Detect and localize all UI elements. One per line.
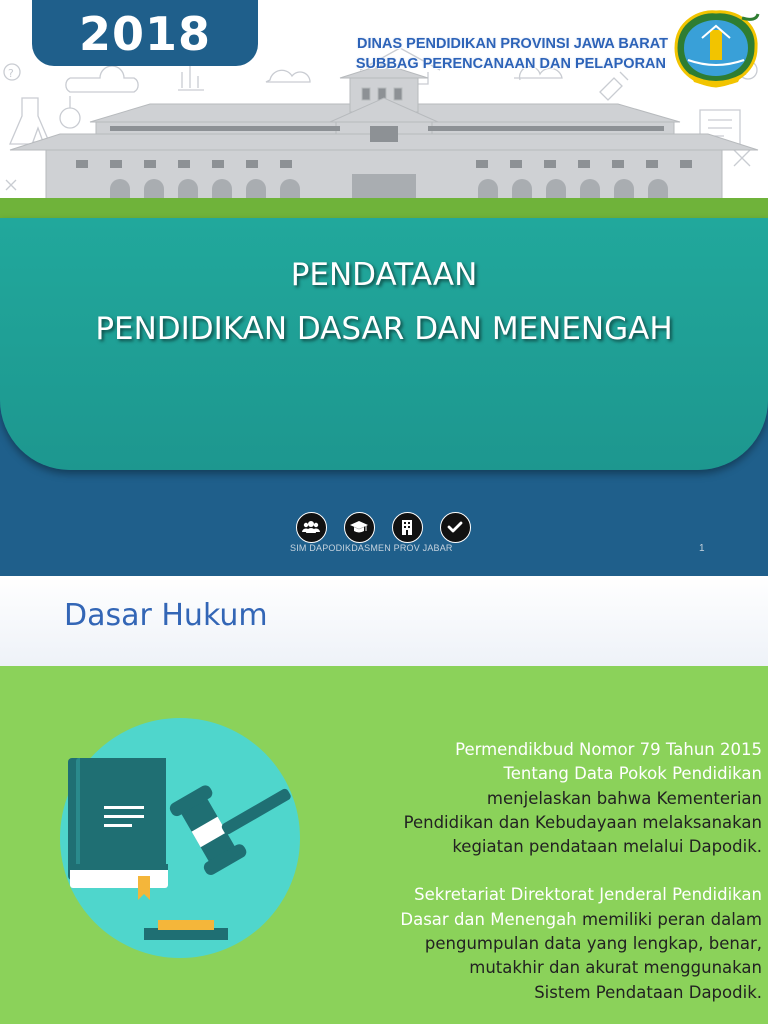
footer-icons: [296, 512, 476, 544]
title-line-2: PENDIDIKAN DASAR DAN MENENGAH: [95, 311, 673, 347]
regulation-subject: Tentang Data Pokok Pendidikan: [503, 764, 762, 784]
gedung-sate-building-icon: [0, 60, 768, 205]
people-icon[interactable]: [296, 512, 327, 543]
building-icon[interactable]: [392, 512, 423, 543]
slide-header: [0, 576, 768, 666]
svg-text:?: ?: [8, 67, 14, 80]
slide-dasar-hukum: [0, 576, 768, 1024]
body-text: [332, 738, 762, 1024]
footer-text: SIM DAPODIKDASMEN PROV JABAR: [290, 543, 453, 553]
check-icon[interactable]: [440, 512, 471, 543]
title-line-1: PENDATAAN: [290, 257, 478, 293]
paragraph-2-line-5: Sistem Pendataan Dapodik.: [534, 982, 762, 1002]
slide-title: Dasar Hukum: [64, 598, 268, 633]
law-book-icon: [68, 758, 168, 900]
graduation-cap-icon[interactable]: [344, 512, 375, 543]
paragraph-1-line-3: menjelaskan bahwa Kementerian: [486, 788, 762, 808]
west-java-emblem-icon: [672, 8, 762, 90]
grass-strip: [0, 198, 768, 218]
agency-line-2: SUBBAG PERENCANAAN DAN PELAPORAN: [355, 56, 666, 72]
paragraph-2-role: memiliki peran dalam: [576, 909, 762, 929]
agency-line-1: DINAS PENDIDIKAN PROVINSI JAWA BARAT: [357, 36, 668, 52]
paragraph-1-line-5: kegiatan pendataan melalui Dapodik.: [452, 837, 762, 857]
law-illustration: [58, 716, 302, 960]
paragraph-2: [332, 883, 762, 1004]
slide-title: [0, 248, 768, 356]
paragraph-2-line-3: pengumpulan data yang lengkap, benar,: [424, 934, 762, 954]
paragraph-1: [332, 738, 762, 859]
paragraph-2-line-4: mutakhir dan akurat menggunakan: [469, 958, 762, 978]
regulation-name: Permendikbud Nomor 79 Tahun 2015: [455, 740, 762, 759]
secretariat-name: Sekretariat Direktorat Jenderal Pendidikan: [414, 885, 762, 905]
year-badge: 2018: [32, 0, 258, 66]
paragraph-1-line-4: Pendidikan dan Kebudayaan melaksanakan: [403, 812, 762, 832]
header-illustration-area: [0, 0, 768, 218]
page-number: 1: [699, 543, 705, 554]
secretariat-name-cont: Dasar dan Menengah: [400, 909, 577, 929]
agency-name: [356, 34, 668, 74]
